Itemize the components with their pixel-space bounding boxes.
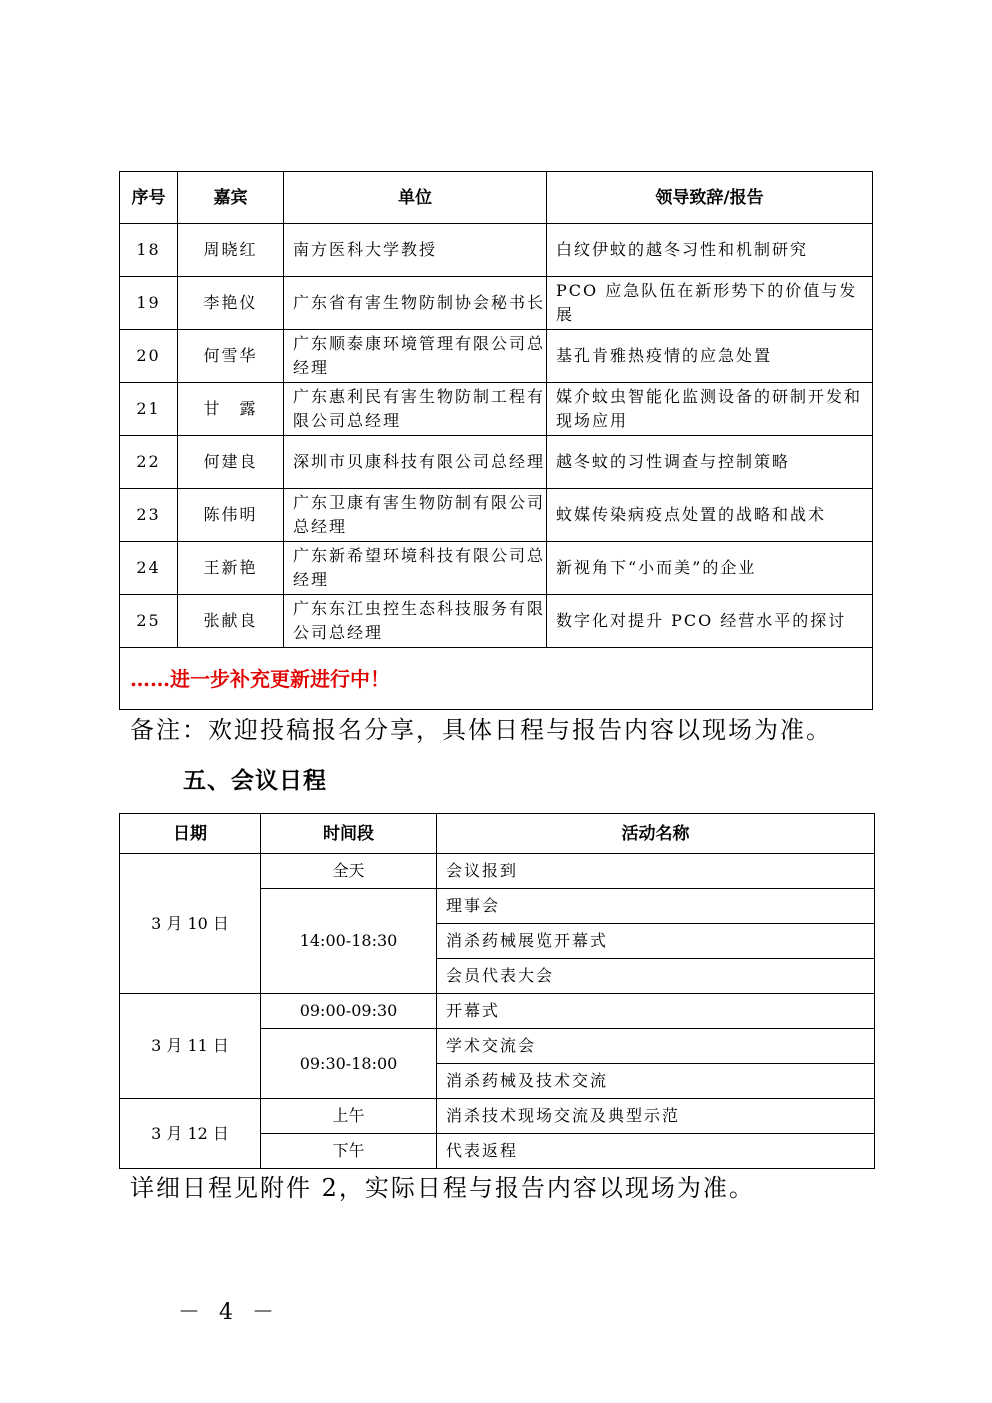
- guest-cell: 李艳仪: [178, 277, 284, 330]
- topic-cell: 数字化对提升 PCO 经营水平的探讨: [547, 595, 873, 648]
- time-cell: 09:30-18:00: [261, 1029, 437, 1099]
- update-note: ……进一步补充更新进行中！: [120, 648, 873, 710]
- topic-cell: 蚊媒传染病疫点处置的战略和战术: [547, 489, 873, 542]
- remark-text: 备注：欢迎投稿报名分享，具体日程与报告内容以现场为准。: [130, 716, 832, 744]
- header-date: 日期: [120, 814, 261, 854]
- guest-cell: 何雪华: [178, 330, 284, 383]
- index-cell: 24: [120, 542, 178, 595]
- index-cell: 22: [120, 436, 178, 489]
- footer-note: 详细日程见附件 2，实际日程与报告内容以现场为准。: [130, 1174, 755, 1202]
- time-cell: 14:00-18:30: [261, 889, 437, 994]
- time-cell: 下午: [261, 1134, 437, 1169]
- table-row: [120, 1099, 875, 1134]
- index-cell: 23: [120, 489, 178, 542]
- table-row: [120, 854, 875, 889]
- note-row: [120, 648, 873, 710]
- topic-cell: 媒介蚊虫智能化监测设备的研制开发和现场应用: [547, 383, 873, 436]
- guest-cell: 甘 露: [178, 383, 284, 436]
- topic-cell: 越冬蚊的习性调查与控制策略: [547, 436, 873, 489]
- guest-cell: 张献良: [178, 595, 284, 648]
- page-number: － 4 －: [178, 1300, 280, 1325]
- topic-cell: 白纹伊蚊的越冬习性和机制研究: [547, 224, 873, 277]
- organization-cell: 广东卫康有害生物防制有限公司总经理: [284, 489, 547, 542]
- index-cell: 19: [120, 277, 178, 330]
- table-row: [120, 542, 873, 595]
- schedule-table: [119, 813, 875, 1169]
- organization-cell: 南方医科大学教授: [284, 224, 547, 277]
- topic-cell: 新视角下“小而美”的企业: [547, 542, 873, 595]
- organization-cell: 广东省有害生物防制协会秘书长: [284, 277, 547, 330]
- table-row: [120, 489, 873, 542]
- header-topic: 领导致辞/报告: [547, 172, 873, 224]
- table-header-row: [120, 814, 875, 854]
- index-cell: 18: [120, 224, 178, 277]
- guest-cell: 陈伟明: [178, 489, 284, 542]
- table-header-row: [120, 172, 873, 224]
- activity-cell: 学术交流会: [437, 1029, 875, 1064]
- time-cell: 09:00-09:30: [261, 994, 437, 1029]
- table-row: [120, 383, 873, 436]
- index-cell: 25: [120, 595, 178, 648]
- table-row: [120, 330, 873, 383]
- table-row: [120, 994, 875, 1029]
- table-row: [120, 436, 873, 489]
- table-row: [120, 224, 873, 277]
- table-row: [120, 277, 873, 330]
- guest-cell: 周晓红: [178, 224, 284, 277]
- activity-cell: 理事会: [437, 889, 875, 924]
- index-cell: 20: [120, 330, 178, 383]
- header-organization: 单位: [284, 172, 547, 224]
- activity-cell: 代表返程: [437, 1134, 875, 1169]
- time-cell: 上午: [261, 1099, 437, 1134]
- time-cell: 全天: [261, 854, 437, 889]
- date-cell: 3 月 10 日: [120, 854, 261, 994]
- activity-cell: 会员代表大会: [437, 959, 875, 994]
- activity-cell: 消杀技术现场交流及典型示范: [437, 1099, 875, 1134]
- activity-cell: 消杀药械展览开幕式: [437, 924, 875, 959]
- activity-cell: 消杀药械及技术交流: [437, 1064, 875, 1099]
- organization-cell: 广东惠利民有害生物防制工程有限公司总经理: [284, 383, 547, 436]
- organization-cell: 广东东江虫控生态科技服务有限公司总经理: [284, 595, 547, 648]
- header-guest: 嘉宾: [178, 172, 284, 224]
- header-activity: 活动名称: [437, 814, 875, 854]
- date-cell: 3 月 12 日: [120, 1099, 261, 1169]
- header-index: 序号: [120, 172, 178, 224]
- guest-cell: 何建良: [178, 436, 284, 489]
- organization-cell: 广东顺泰康环境管理有限公司总经理: [284, 330, 547, 383]
- section-heading: 五、会议日程: [183, 768, 327, 794]
- topic-cell: 基孔肯雅热疫情的应急处置: [547, 330, 873, 383]
- organization-cell: 深圳市贝康科技有限公司总经理: [284, 436, 547, 489]
- activity-cell: 会议报到: [437, 854, 875, 889]
- activity-cell: 开幕式: [437, 994, 875, 1029]
- index-cell: 21: [120, 383, 178, 436]
- topic-cell: PCO 应急队伍在新形势下的价值与发展: [547, 277, 873, 330]
- guest-cell: 王新艳: [178, 542, 284, 595]
- speakers-table: [119, 171, 873, 710]
- date-cell: 3 月 11 日: [120, 994, 261, 1099]
- table-row: [120, 595, 873, 648]
- header-time: 时间段: [261, 814, 437, 854]
- organization-cell: 广东新希望环境科技有限公司总经理: [284, 542, 547, 595]
